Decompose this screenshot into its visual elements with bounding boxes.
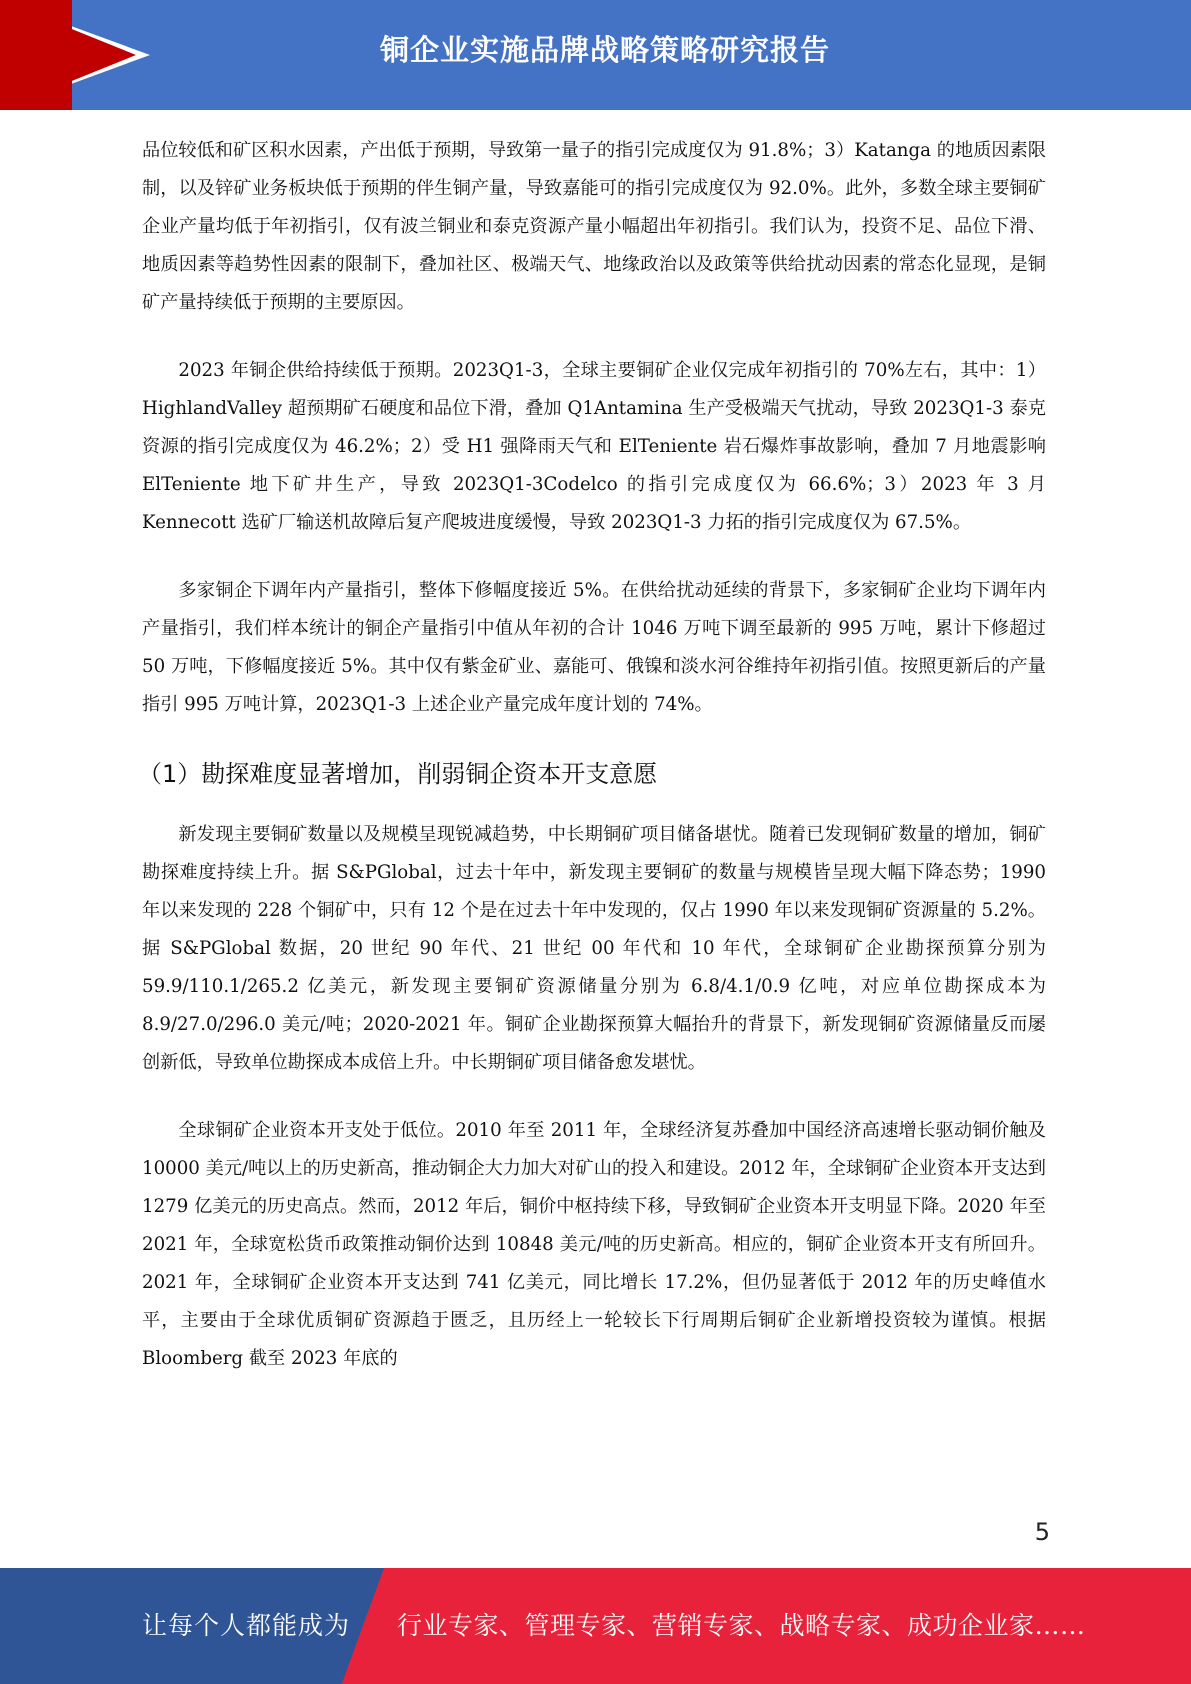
- footer-slogan-right: 行业专家、管理专家、营销专家、战略专家、成功企业家……: [397, 1611, 1086, 1640]
- body-paragraph: 新发现主要铜矿数量以及规模呈现锐减趋势，中长期铜矿项目储备堪忧。随着已发现铜矿数量的增加，铜矿勘探难度持续上升。据 S&PGlobal，过去十年中，新发现主要铜矿的数量与规模皆呈现大幅下降态势；1990 年以来发现的 228 个铜矿中，只有 12 个是在过去十年中发现的，仅占 1990 年以来发现铜矿资源量的 5.2%。据 S&PGlobal 数据，20 世纪 90 年代、21 世纪 00 年代和 10 年代，全球铜矿企业勘探预算分别为 59.9/110.1/265.2 亿美元，新发现主要铜矿资源储量分别为 6.8/4.1/0.9 亿吨，对应单位勘探成本为 8.9/27.0/296.0 美元/吨；2020-2021 年。铜矿企业勘探预算大幅抬升的背景下，新发现铜矿资源储量反而屡创新低，导致单位勘探成本成倍上升。中长期铜矿项目储备愈发堪忧。: [142, 824, 1046, 1073]
- body-paragraph: 2023 年铜企供给持续低于预期。2023Q1-3，全球主要铜矿企业仅完成年初指引的 70%左右，其中：1）HighlandValley 超预期矿石硬度和品位下滑，叠加 Q1Antamina 生产受极端天气扰动，导致 2023Q1-3 泰克资源的指引完成度仅为 46.2%；2）受 H1 强降雨天气和 ElTeniente 岩石爆炸事故影响，叠加 7 月地震影响 ElTeniente 地下矿井生产，导致 2023Q1-3Codelco 的指引完成度仅为 66.6%；3）2023 年 3 月 Kennecott 选矿厂输送机故障后复产爬坡进度缓慢，导致 2023Q1-3 力拓的指引完成度仅为 67.5%。: [142, 360, 1046, 533]
- page-header: [0, 0, 1191, 110]
- main-content: [138, 132, 1046, 1408]
- body-paragraph: 品位较低和矿区积水因素，产出低于预期，导致第一量子的指引完成度仅为 91.8%；3）Katanga 的地质因素限制，以及锌矿业务板块低于预期的伴生铜产量，导致嘉能可的指引完成度仅为 92.0%。此外，多数全球主要铜矿企业产量均低于年初指引，仅有波兰铜业和泰克资源产量小幅超出年初指引。我们认为，投资不足、品位下滑、地质因素等趋势性因素的限制下，叠加社区、极端天气、地缘政治以及政策等供给扰动因素的常态化显现，是铜矿产量持续低于预期的主要原因。: [142, 140, 1046, 313]
- section-heading: （1）勘探难度显著增加，削弱铜企资本开支意愿: [138, 760, 658, 788]
- header-chevron-arrow-icon: [0, 0, 136, 110]
- page-footer: [0, 1568, 1191, 1684]
- page-number: 5: [1034, 1518, 1050, 1546]
- body-paragraph: 全球铜矿企业资本开支处于低位。2010 年至 2011 年，全球经济复苏叠加中国经济高速增长驱动铜价触及 10000 美元/吨以上的历史新高，推动铜企大力加大对矿山的投入和建设。2012 年，全球铜矿企业资本开支达到 1279 亿美元的历史高点。然而，2012 年后，铜价中枢持续下移，导致铜矿企业资本开支明显下降。2020 年至 2021 年，全球宽松货币政策推动铜价达到 10848 美元/吨的历史新高。相应的，铜矿企业资本开支有所回升。2021 年，全球铜矿企业资本开支达到 741 亿美元，同比增长 17.2%，但仍显著低于 2012 年的历史峰值水平，主要由于全球优质铜矿资源趋于匮乏，且历经上一轮较长下行周期后铜矿企业新增投资较为谨慎。根据 Bloomberg 截至 2023 年底的: [142, 1120, 1046, 1369]
- footer-slogan-left: 让每个人都能成为: [142, 1611, 351, 1640]
- report-title: 铜企业实施品牌战略策略研究报告: [379, 33, 830, 67]
- body-paragraph: 多家铜企下调年内产量指引，整体下修幅度接近 5%。在供给扰动延续的背景下，多家铜矿企业均下调年内产量指引，我们样本统计的铜企产量指引中值从年初的合计 1046 万吨下调至最新的 995 万吨，累计下修超过 50 万吨，下修幅度接近 5%。其中仅有紫金矿业、嘉能可、俄镍和淡水河谷维持年初指引值。按照更新后的产量指引 995 万吨计算，2023Q1-3 上述企业产量完成年度计划的 74%。: [142, 580, 1046, 715]
